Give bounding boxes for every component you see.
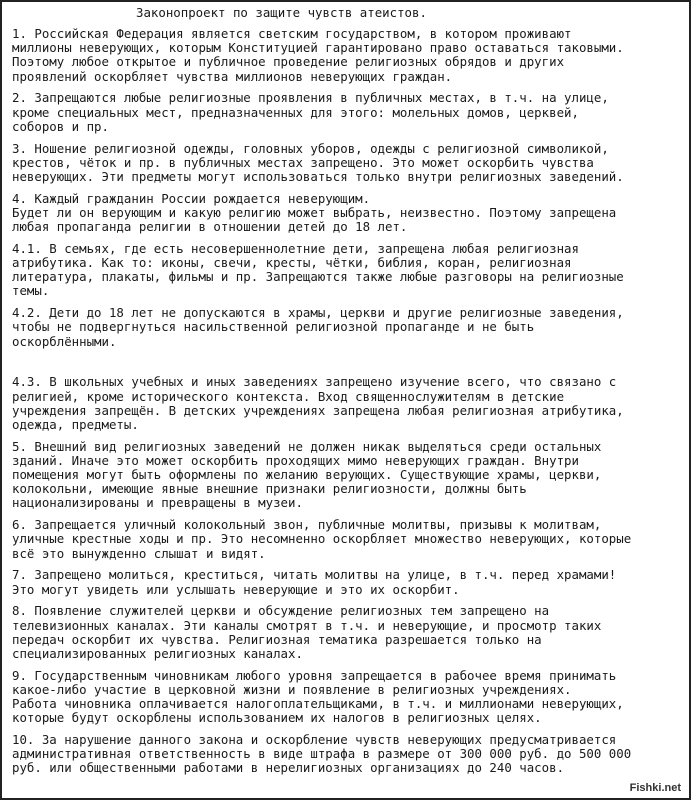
paragraph [12,306,688,349]
paragraph-line: 5. Внешний вид религиозных заведений не должен никак выделяться среди остальных [12,438,602,454]
document-title: Законопроект по защите чувств атеистов. [136,5,427,20]
paragraph-line: 4.3. В школьных учебных и иных заведениях запрещено изучение всего, что связано с [12,374,617,390]
paragraph-line: атрибутика. Как то: иконы, свечи, кресты, чётки, библия, коран, религиозная [12,255,572,270]
paragraph-line: колокольни, имеющие явные внешние признаки религиозности, должны быть [12,481,527,497]
paragraph [12,142,688,185]
paragraph-line: оскорблёнными. [12,333,117,349]
paragraph [12,604,688,661]
paragraph [12,192,688,235]
paragraph-line: крестов, чёток и пр. в публичных местах запрещено. Это может оскорбить чувства [12,154,594,170]
paragraph-line: 7. Запрещено молиться, креститься, читать молитвы на улице, в т.ч. перед храмами! [12,567,617,583]
paragraph-line: кроме специальных мест, предназначенных для этого: молельных домов, церквей, [12,104,579,120]
document-body [12,6,688,776]
paragraph-list [12,27,688,776]
paragraph-line: какое-либо участие в церковной жизни и появление в религиозных учреждениях. [12,681,572,697]
paragraph [12,27,688,84]
paragraph [12,91,688,134]
paragraph-line: Будет ли он верующим и какую религию может выбрать, неизвестно. Поэтому запрещена [12,204,617,220]
paragraph-line: 9. Государственным чиновникам любого уровня запрещается в рабочее время принимать [12,667,617,683]
paragraph-line: передач оскорбит их чувства. Религиозная тематика разрешается только на [12,631,542,647]
paragraph [12,568,688,596]
paragraph-line: Работа чиновника оплачивается налогоплательщиками, в т.ч. и миллионами неверующих, [12,696,624,712]
paragraph-line: Поэтому любое открытое и публичное проведение религиозных обрядов и других [12,54,565,70]
paragraph-line: национализированы и превращены в музеи. [12,495,303,511]
paragraph-line: которые будут оскорблены использованием их налогов в религиозных целях. [12,710,542,726]
paragraph-line: руб. или общественными работами в нерелигиозных организациях до 240 часов. [12,760,565,776]
paragraph-line: 4.2. Дети до 18 лет не допускаются в храмы, церкви и другие религиозные заведения, [12,305,624,321]
paragraph [12,518,688,561]
paragraph-line: чтобы не подвергнуться насильственной религиозной пропаганде и не быть [12,319,535,335]
paragraph-line: проявлений оскорбляет чувства миллионов неверующих граждан. [12,68,453,84]
paragraph [12,440,688,511]
paragraph-line: 10. За нарушение данного закона и оскорбление чувств неверующих предусматривается [12,732,617,747]
paragraph-line: административная ответственность в виде штрафа в размере от 300 000 руб. до 500 000 [12,746,632,762]
paragraph-line: уличные крестные ходы и пр. Это несомненно оскорбляет множество неверующих, которые [12,531,632,547]
paragraph-line: зданий. Иначе это может оскорбить проходящих мимо неверующих граждан. Внутри [12,452,579,468]
paragraph-line: специализированных религиозных каналах. [12,645,303,661]
paragraph-line: одежда, предметы. [12,416,139,432]
paragraph-line: религией, кроме исторического контекста. Вход священнослужителям в детские [12,388,565,404]
paragraph-line: неверующих. Эти предметы могут использоваться только внутри религиозных заведений. [12,168,624,184]
paragraph-line: 4.1. В семьях, где есть несовершеннолетние дети, запрещена любая религиозная [12,240,579,256]
paragraph-line: Это могут увидеть или услышать неверующие и это их оскорбит. [12,581,460,597]
paragraph-line: миллионы неверующих, которым Конституцией гарантировано право оставаться таковыми. [12,40,624,56]
paragraph-line: любая пропаганда религии в отношении детей до 18 лет. [12,219,408,235]
paragraph-line: всё это вынужденно слышат и видят. [12,545,266,561]
paragraph-line: помещения могут быть оформлены по желанию верующих. Существующие храмы, церкви, [12,467,602,483]
watermark-logo: Fishki.net [629,782,681,794]
paragraph-line: соборов и пр. [12,118,109,134]
paragraph [12,733,688,776]
paragraph-line: телевизионных каналах. Эти каналы смотрят в т.ч. и неверующие, и просмотр таких [12,617,602,633]
paragraph [12,375,688,432]
paragraph-line: темы. [12,283,50,299]
paragraph-line: 1. Российская Федерация является светским государством, в котором проживают [12,26,572,41]
paragraph-line: 3. Ношение религиозной одежды, головных уборов, одежды с религиозной символикой, [12,140,609,156]
paragraph-line: 2. Запрещаются любые религиозные проявления в публичных местах, в т.ч. на улице, [12,90,609,106]
paragraph-line: учреждения запрещён. В детских учреждениях запрещена любая религиозная атрибутика, [12,402,624,418]
paragraph [12,669,688,726]
paragraph [12,242,688,299]
paragraph-line: 8. Появление служителей церкви и обсуждение религиозных тем запрещено на [12,603,550,619]
paragraph-line: литература, плакаты, фильмы и пр. Запрещаются также любые разговоры на религиозные [12,269,624,285]
paragraph-line: 4. Каждый гражданин России рождается неверующим. [12,190,371,206]
paragraph-line: 6. Запрещается уличный колокольный звон, публичные молитвы, призывы к молитвам, [12,517,602,533]
